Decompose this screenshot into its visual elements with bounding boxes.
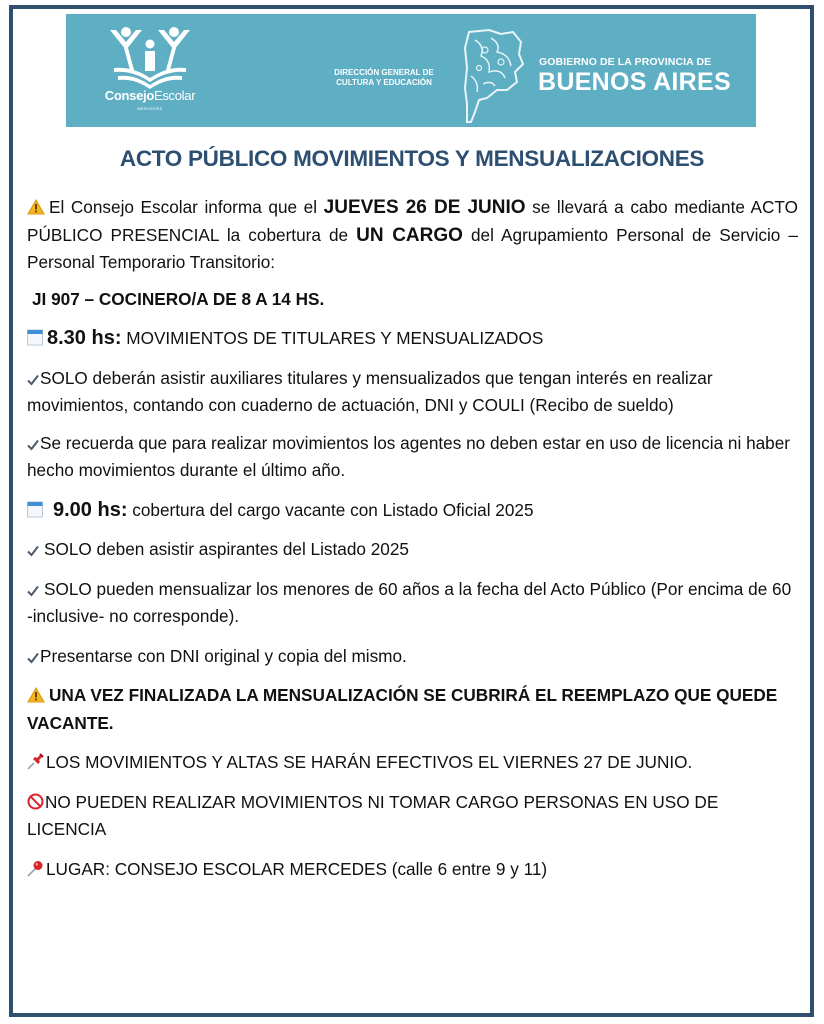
dgce-line-1: DIRECCIÓN GENERAL DE xyxy=(334,68,434,77)
consejo-escolar-name-light: Escolar xyxy=(153,88,196,103)
calendar-icon xyxy=(27,329,43,346)
vacancy-warning-text: UNA VEZ FINALIZADA LA MENSUALIZACIÓN SE CUBRIRÁ EL REEMPLAZO QUE QUEDE VACANTE. xyxy=(27,685,778,733)
schedule-900 xyxy=(27,497,798,525)
bullet-item xyxy=(27,536,798,564)
warning-icon xyxy=(27,199,45,215)
bullet-item xyxy=(27,643,798,671)
calendar-icon xyxy=(27,501,43,518)
effective-date-notice xyxy=(27,749,798,777)
vacancy-warning xyxy=(27,682,798,737)
schedule-description: MOVIMIENTOS DE TITULARES Y MENSUALIZADOS xyxy=(121,328,544,348)
schedule-description: cobertura del cargo vacante con Listado Oficial 2025 xyxy=(127,499,534,520)
bullet-item xyxy=(27,430,798,485)
people-book-icon xyxy=(100,22,200,94)
schedule-830 xyxy=(27,325,798,353)
cargo-count: UN CARGO xyxy=(356,224,463,246)
schedule-time: 9.00 hs: xyxy=(53,498,128,521)
bullet-text: SOLO deben asistir aspirantes del Listado 2025 xyxy=(44,539,409,559)
effective-date-text: LOS MOVIMIENTOS Y ALTAS SE HARÁN EFECTIVOS EL VIERNES 27 DE JUNIO. xyxy=(46,752,693,772)
bullet-text: Presentarse con DNI original y copia del mismo. xyxy=(40,645,407,666)
checkmark-icon xyxy=(27,439,39,451)
prohibited-icon xyxy=(27,793,44,810)
province-map-icon xyxy=(461,28,525,124)
consejo-escolar-name-bold: Consejo xyxy=(104,88,154,103)
intro-text-1: El Consejo Escolar informa que el xyxy=(49,197,324,217)
intro-paragraph xyxy=(27,194,798,277)
round-pushpin-icon xyxy=(27,860,44,877)
dgce-label xyxy=(314,68,454,88)
consejo-escolar-name xyxy=(100,88,200,103)
bullet-text: SOLO pueden mensualizar los menores de 60 años a la fecha del Acto Público (Por encima de 60 -inclusive- no corresponde). xyxy=(27,578,792,626)
announcement-body xyxy=(27,194,798,883)
dgce-line-2: CULTURA Y EDUCACIÓN xyxy=(336,78,432,87)
bullet-item xyxy=(27,576,798,631)
bullet-item xyxy=(27,365,798,420)
schedule-time: 8.30 hs: xyxy=(47,327,122,349)
checkmark-icon xyxy=(27,374,39,386)
event-date: JUEVES 26 DE JUNIO xyxy=(323,197,526,218)
position-line: JI 907 – COCINERO/A DE 8 A 14 HS. xyxy=(32,288,325,309)
license-notice xyxy=(27,789,798,844)
page-title: ACTO PÚBLICO MOVIMIENTOS Y MENSUALIZACIONES xyxy=(119,146,705,171)
license-notice-text: NO PUEDEN REALIZAR MOVIMIENTOS NI TOMAR CARGO PERSONAS EN USO DE LICENCIA xyxy=(27,791,719,839)
intro-text-2: se llevará a cabo mediante ACTO PÚBLICO PRESENCIAL la cobertura de xyxy=(27,197,798,245)
intro-text-3: del Agrupamiento Personal de Servicio – Personal Temporario Transitorio: xyxy=(27,224,798,272)
warning-icon xyxy=(27,687,45,703)
bullet-text: SOLO deberán asistir auxiliares titulares y mensualizados que tengan interés en realizar movimientos, contando con cuaderno de actuación, DNI y COULI (Recibo de sueldo) xyxy=(27,367,713,415)
location-text: LUGAR: CONSEJO ESCOLAR MERCEDES (calle 6 entre 9 y 11) xyxy=(46,858,548,879)
consejo-escolar-district: MERCEDES xyxy=(137,106,163,111)
pushpin-icon xyxy=(27,753,44,770)
bullet-text: Se recuerda que para realizar movimientos los agentes no deben estar en uso de licencia ni haber hecho movimientos durante el último año. xyxy=(27,432,791,480)
checkmark-icon xyxy=(27,652,39,664)
province-name: BUENOS AIRES xyxy=(538,68,731,96)
checkmark-icon xyxy=(27,545,39,557)
location-line xyxy=(27,856,798,884)
header-banner xyxy=(66,14,756,127)
gobierno-label: GOBIERNO DE LA PROVINCIA DE xyxy=(539,56,712,68)
checkmark-icon xyxy=(27,585,39,597)
